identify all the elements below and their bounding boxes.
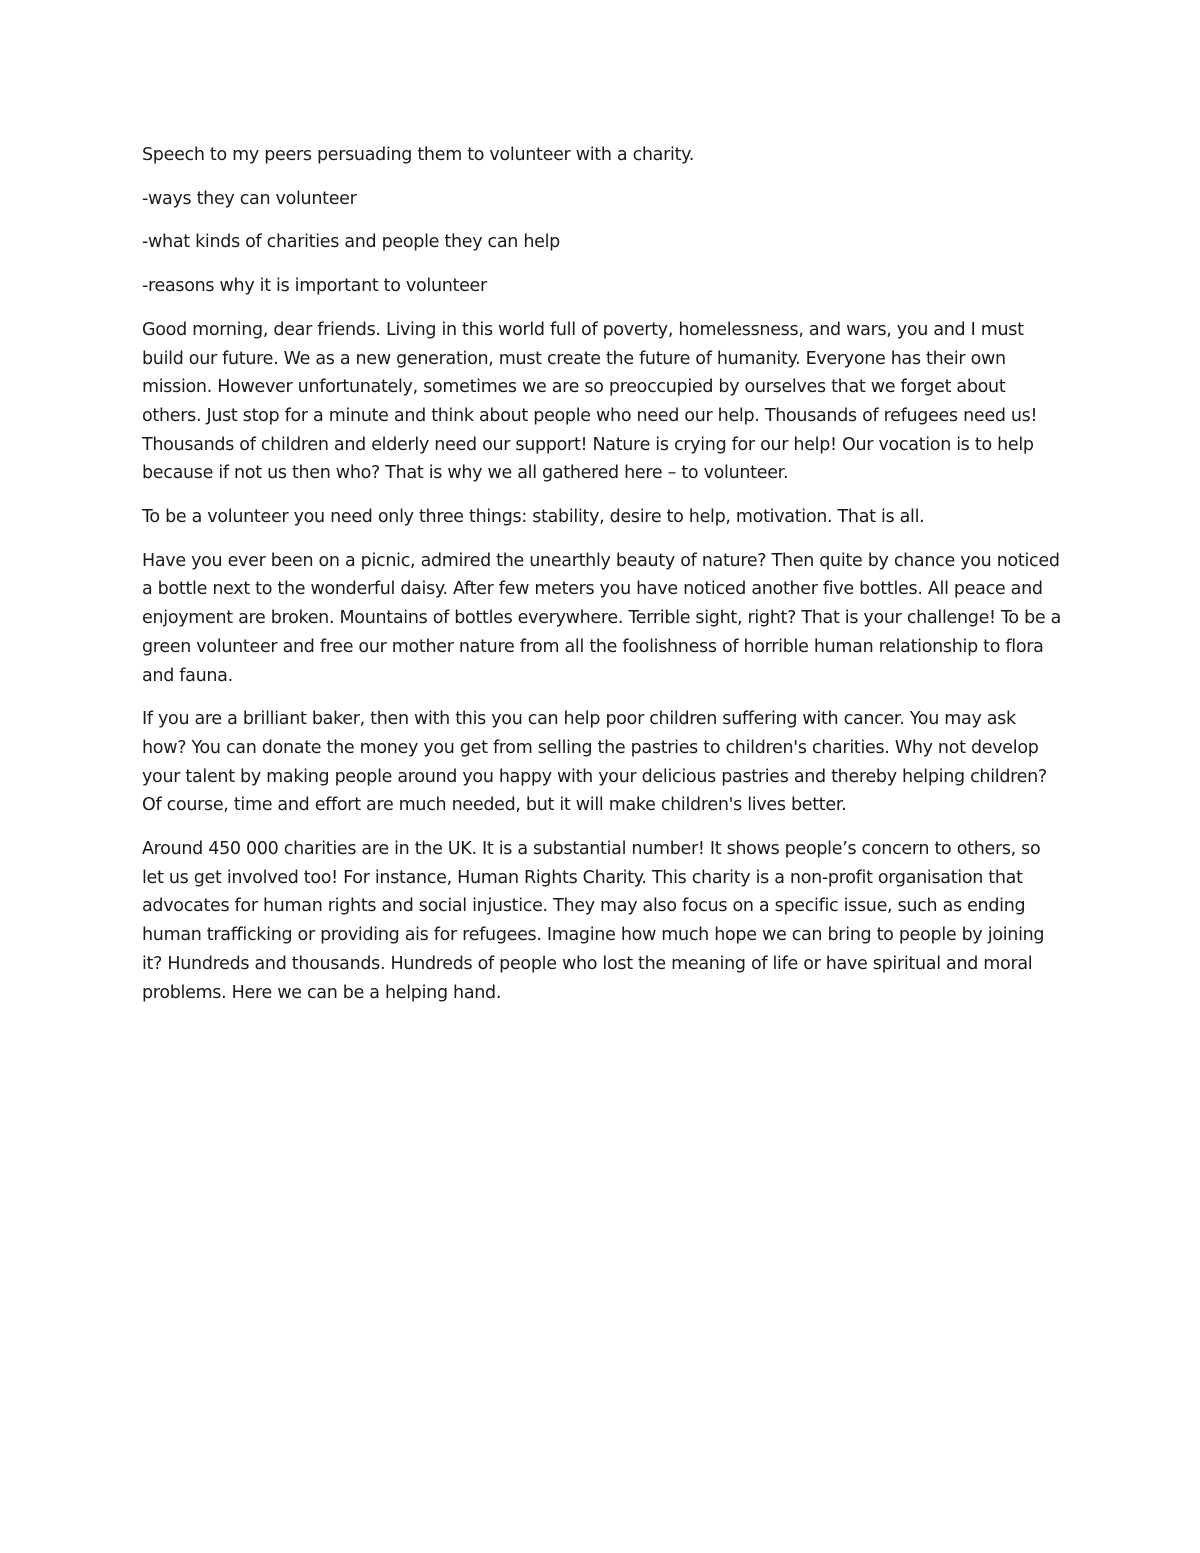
paragraph-baker: If you are a brilliant baker, then with this you can help poor children suffering with cancer. You may ask how? You can donate the money you get from selling the pastries to children's charities. Why not develop your talent by making people around you happy with your delicious pastries and thereby helping children? Of course, time and effort are much needed, but it will make children's lives better. [142,709,1047,816]
document-body [142,141,1062,1022]
paragraph-uk-charities: Around 450 000 charities are in the UK. It is a substantial number! It shows people’s concern to others, so let us get involved too! For instance, Human Rights Charity. This charity is a non-profit organisation that advocates for human rights and social injustice. They may also focus on a specific issue, such as ending human trafficking or providing ais for refugees. Imagine how much hope we can bring to people by joining it? Hundreds and thousands. Hundreds of people who lost the meaning of life or have spiritual and moral problems. Here we can be a helping hand. [142,839,1045,1003]
bullet-kinds-of-charities: -what kinds of charities and people they can help [142,232,560,253]
bullet-ways-to-volunteer: -ways they can volunteer [142,188,357,209]
paragraph-introduction: Good morning, dear friends. Living in this world full of poverty, homelessness, and wars, you and I must build our future. We as a new generation, must create the future of humanity. Everyone has their own mission. However unfortunately, sometimes we are so preoccupied by ourselves that we forget about others. Just stop for a minute and think about people who need our help. Thousands of refugees need us! Thousands of children and elderly need our support! Nature is crying for our help! Our vocation is to help because if not us then who? That is why we all gathered here – to volunteer. [142,319,1038,484]
bullet-reasons-to-volunteer: -reasons why it is important to volunteer [142,276,487,297]
paragraph-green-volunteer: Have you ever been on a picnic, admired the unearthly beauty of nature? Then quite by chance you noticed a bottle next to the wonderful daisy. After few meters you have noticed another five bottles. All peace and enjoyment are broken. Mountains of bottles everywhere. Terrible sight, right? That is your challenge! To be a green volunteer and free our mother nature from all the foolishness of horrible human relationship to flora and fauna. [142,550,1062,686]
document-heading: Speech to my peers persuading them to volunteer with a charity. [142,145,694,165]
paragraph-three-things: To be a volunteer you need only three things: stability, desire to help, motivation. That is all. [142,507,925,528]
